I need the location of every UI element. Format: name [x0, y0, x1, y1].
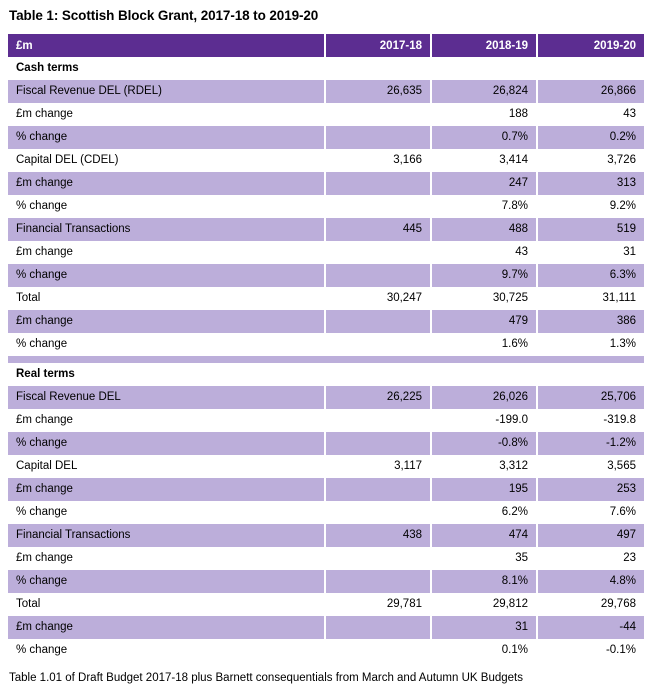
row-value-2019-20: 6.3% [538, 264, 644, 287]
row-label: % change [8, 126, 326, 149]
row-label: Financial Transactions [8, 524, 326, 547]
table-row [8, 149, 644, 172]
row-value-2018-19: 3,414 [432, 149, 538, 172]
row-value-2017-18 [326, 241, 432, 264]
table-row [8, 593, 644, 616]
row-value-2017-18 [326, 333, 432, 356]
row-value-2018-19: 6.2% [432, 501, 538, 524]
section-heading-row [8, 57, 644, 80]
row-label: £m change [8, 172, 326, 195]
row-value-2018-19: 0.1% [432, 639, 538, 662]
row-value-2019-20: -44 [538, 616, 644, 639]
table-row [8, 264, 644, 287]
row-value-2018-19: 26,824 [432, 80, 538, 103]
row-value-2019-20: 9.2% [538, 195, 644, 218]
table-row [8, 241, 644, 264]
row-label: £m change [8, 409, 326, 432]
table-row [8, 80, 644, 103]
table-row [8, 478, 644, 501]
table-row [8, 218, 644, 241]
scottish-block-grant-table [8, 34, 644, 662]
row-value-2019-20: 497 [538, 524, 644, 547]
row-value-2018-19: 31 [432, 616, 538, 639]
section-heading-row [8, 363, 644, 386]
table-header [8, 34, 644, 57]
row-value-2018-19: 30,725 [432, 287, 538, 310]
row-value-2017-18 [326, 501, 432, 524]
section-heading-label: Real terms [8, 363, 644, 386]
row-value-2019-20: 1.3% [538, 333, 644, 356]
row-label: % change [8, 570, 326, 593]
row-value-2017-18: 445 [326, 218, 432, 241]
table-row [8, 409, 644, 432]
table-row [8, 639, 644, 662]
table-row [8, 386, 644, 409]
header-row [8, 34, 644, 57]
row-value-2017-18: 26,225 [326, 386, 432, 409]
row-value-2018-19: 26,026 [432, 386, 538, 409]
row-value-2017-18: 29,781 [326, 593, 432, 616]
row-value-2019-20: 31 [538, 241, 644, 264]
table-row [8, 333, 644, 356]
row-label: £m change [8, 310, 326, 333]
row-label: Total [8, 593, 326, 616]
table-row [8, 310, 644, 333]
row-value-2019-20: 3,565 [538, 455, 644, 478]
row-value-2018-19: 43 [432, 241, 538, 264]
row-value-2019-20: -0.1% [538, 639, 644, 662]
row-value-2018-19: 474 [432, 524, 538, 547]
row-value-2019-20: 31,111 [538, 287, 644, 310]
row-value-2018-19: 29,812 [432, 593, 538, 616]
row-label: £m change [8, 547, 326, 570]
section-heading-label: Cash terms [8, 57, 644, 80]
row-value-2018-19: 188 [432, 103, 538, 126]
row-value-2019-20: 313 [538, 172, 644, 195]
table-row [8, 455, 644, 478]
column-header-2018-19: 2018-19 [432, 34, 538, 57]
row-value-2017-18 [326, 264, 432, 287]
section-spacer-cell [8, 356, 644, 363]
row-label: % change [8, 264, 326, 287]
row-value-2019-20: 7.6% [538, 501, 644, 524]
table-row [8, 547, 644, 570]
row-value-2019-20: 386 [538, 310, 644, 333]
row-label: Capital DEL [8, 455, 326, 478]
row-value-2017-18 [326, 195, 432, 218]
row-value-2019-20: 23 [538, 547, 644, 570]
row-value-2019-20: -319.8 [538, 409, 644, 432]
row-value-2019-20: 26,866 [538, 80, 644, 103]
table-row [8, 501, 644, 524]
column-header-unit: £m [8, 34, 326, 57]
row-value-2019-20: 3,726 [538, 149, 644, 172]
table-row [8, 616, 644, 639]
table-row [8, 570, 644, 593]
row-value-2017-18 [326, 409, 432, 432]
row-label: % change [8, 501, 326, 524]
row-value-2017-18 [326, 103, 432, 126]
row-label: % change [8, 333, 326, 356]
row-value-2017-18 [326, 639, 432, 662]
table-footnote: Table 1.01 of Draft Budget 2017-18 plus Barnett consequentials from March and Autumn UK Budgets [9, 672, 523, 684]
row-label: Capital DEL (CDEL) [8, 149, 326, 172]
row-value-2017-18: 26,635 [326, 80, 432, 103]
column-header-2019-20: 2019-20 [538, 34, 644, 57]
row-label: £m change [8, 103, 326, 126]
table-row [8, 195, 644, 218]
row-value-2017-18: 30,247 [326, 287, 432, 310]
page-title: Table 1: Scottish Block Grant, 2017-18 to 2019-20 [9, 8, 319, 23]
row-value-2018-19: 3,312 [432, 455, 538, 478]
table-row [8, 126, 644, 149]
row-value-2017-18 [326, 478, 432, 501]
row-value-2019-20: 253 [538, 478, 644, 501]
row-value-2017-18 [326, 126, 432, 149]
row-value-2019-20: 0.2% [538, 126, 644, 149]
row-value-2019-20: 43 [538, 103, 644, 126]
row-value-2017-18: 3,166 [326, 149, 432, 172]
row-label: Fiscal Revenue DEL [8, 386, 326, 409]
row-value-2018-19: 479 [432, 310, 538, 333]
row-value-2017-18 [326, 432, 432, 455]
row-label: £m change [8, 478, 326, 501]
column-header-2017-18: 2017-18 [326, 34, 432, 57]
row-label: % change [8, 639, 326, 662]
row-value-2017-18: 438 [326, 524, 432, 547]
table-row [8, 287, 644, 310]
row-value-2017-18 [326, 310, 432, 333]
row-value-2019-20: 25,706 [538, 386, 644, 409]
row-value-2019-20: -1.2% [538, 432, 644, 455]
row-value-2018-19: 7.8% [432, 195, 538, 218]
row-value-2018-19: 1.6% [432, 333, 538, 356]
row-value-2018-19: 8.1% [432, 570, 538, 593]
row-label: £m change [8, 616, 326, 639]
row-value-2018-19: 0.7% [432, 126, 538, 149]
row-value-2018-19: -199.0 [432, 409, 538, 432]
row-value-2017-18 [326, 172, 432, 195]
row-value-2018-19: 35 [432, 547, 538, 570]
row-value-2017-18 [326, 547, 432, 570]
table-body [8, 57, 644, 662]
section-spacer-row [8, 356, 644, 363]
row-label: Fiscal Revenue DEL (RDEL) [8, 80, 326, 103]
row-value-2018-19: 9.7% [432, 264, 538, 287]
table-row [8, 524, 644, 547]
row-value-2017-18 [326, 570, 432, 593]
row-value-2019-20: 4.8% [538, 570, 644, 593]
row-value-2019-20: 29,768 [538, 593, 644, 616]
row-value-2018-19: 195 [432, 478, 538, 501]
row-value-2019-20: 519 [538, 218, 644, 241]
row-label: Total [8, 287, 326, 310]
row-value-2017-18: 3,117 [326, 455, 432, 478]
table-row [8, 103, 644, 126]
row-label: % change [8, 432, 326, 455]
row-label: £m change [8, 241, 326, 264]
table-row [8, 172, 644, 195]
row-label: % change [8, 195, 326, 218]
row-label: Financial Transactions [8, 218, 326, 241]
row-value-2018-19: -0.8% [432, 432, 538, 455]
row-value-2018-19: 247 [432, 172, 538, 195]
row-value-2017-18 [326, 616, 432, 639]
table-row [8, 432, 644, 455]
row-value-2018-19: 488 [432, 218, 538, 241]
